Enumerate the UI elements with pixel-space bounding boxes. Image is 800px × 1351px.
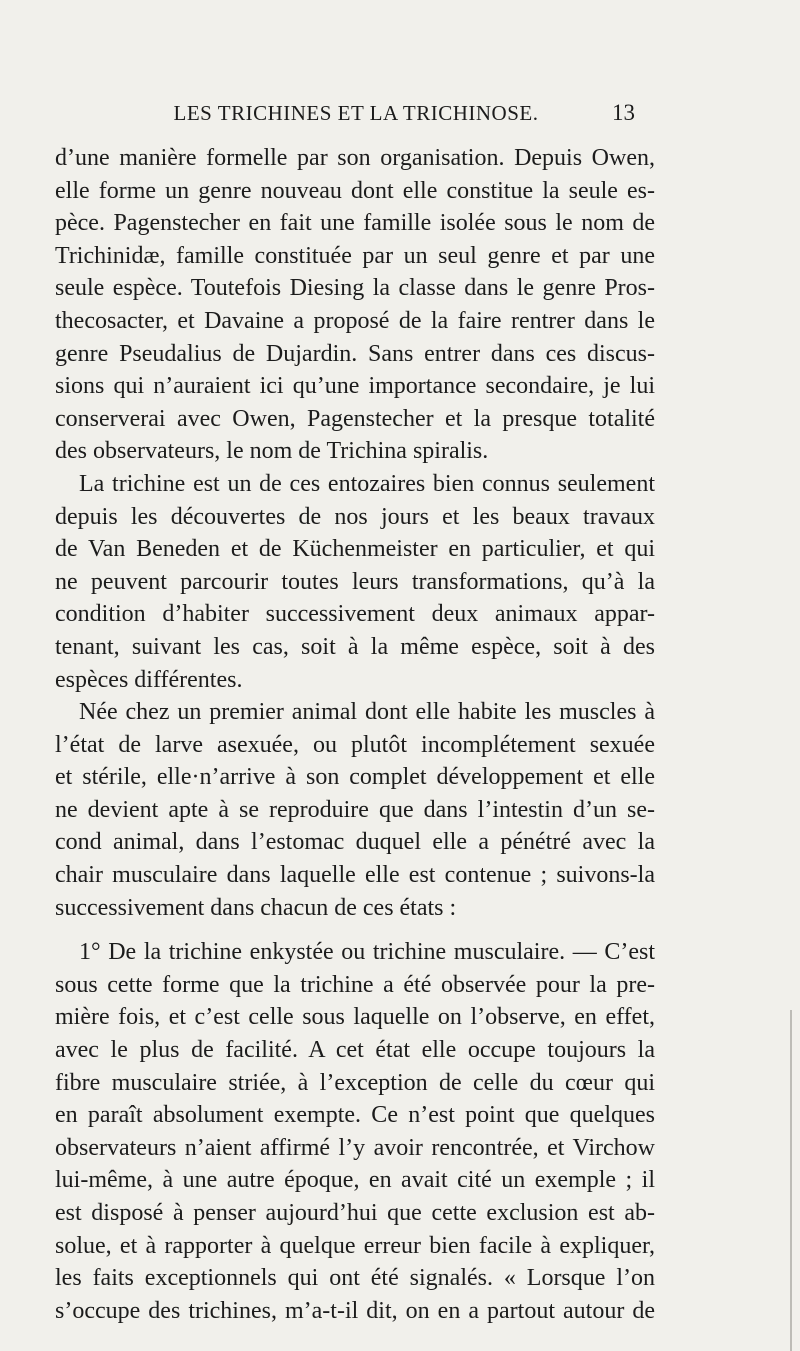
text-line: successivement dans chacun de ces états :	[55, 894, 457, 921]
running-header: LES TRICHINES ET LA TRICHINOSE.	[173, 101, 539, 125]
text-line: chair musculaire dans laquelle elle est contenue ; suivons-la	[55, 862, 655, 889]
text-line: mière fois, et c’est celle sous laquelle on l’observe, en effet,	[55, 1004, 655, 1031]
text-line: elle forme un genre nouveau dont elle constitue la seule es-	[55, 177, 655, 204]
text-line: thecosacter, et Davaine a proposé de la faire rentrer dans le	[55, 307, 655, 334]
text-line: 1° De la trichine enkystée ou trichine musculaire. — C’est	[79, 939, 655, 966]
text-line: d’une manière formelle par son organisation. Depuis Owen,	[55, 145, 655, 171]
text-line: genre Pseudalius de Dujardin. Sans entrer dans ces discus-	[55, 340, 655, 367]
text-line: de Van Beneden et de Küchenmeister en particulier, et qui	[55, 536, 655, 563]
text-line: est disposé à penser aujourd’hui que cette exclusion est ab-	[55, 1200, 655, 1226]
text-line: l’état de larve asexuée, ou plutôt incomplétement sexuée	[55, 731, 655, 758]
text-line: pèce. Pagenstecher en fait une famille isolée sous le nom de	[55, 210, 655, 237]
text-line: lui-même, à une autre époque, en avait cité un exemple ; il	[55, 1167, 655, 1194]
text-line: condition d’habiter successivement deux animaux appar-	[55, 601, 655, 628]
text-line: ne devient apte à se reproduire que dans l’intestin d’un se-	[55, 796, 655, 823]
text-line: espèces différentes.	[55, 666, 243, 693]
text-line: tenant, suivant les cas, soit à la même espèce, soit à des	[55, 633, 655, 660]
text-line: et stérile, elle·n’arrive à son complet développement et elle	[55, 764, 655, 791]
text-line: des observateurs, le nom de Trichina spiralis.	[55, 438, 489, 465]
text-line: observateurs n’aient affirmé l’y avoir rencontrée, et Virchow	[55, 1134, 655, 1161]
text-line: s’occupe des trichines, m’a-t-il dit, on en a partout autour de	[55, 1297, 655, 1324]
page-number: 13	[612, 100, 635, 125]
text-line: Née chez un premier animal dont elle habite les muscles à	[79, 699, 655, 726]
text-line: ne peuvent parcourir toutes leurs transformations, qu’à la	[55, 568, 655, 595]
text-line: solue, et à rapporter à quelque erreur bien facile à expliquer,	[55, 1232, 655, 1259]
body-text	[55, 142, 655, 1327]
text-line: cond animal, dans l’estomac duquel elle a pénétré avec la	[55, 829, 655, 856]
text-line: seule espèce. Toutefois Diesing la classe dans le genre Pros-	[55, 275, 655, 302]
page-edge-line	[790, 1010, 792, 1351]
text-line: depuis les découvertes de nos jours et les beaux travaux	[55, 503, 655, 530]
text-line: Trichinidæ, famille constituée par un seul genre et par une	[55, 242, 655, 269]
text-line: en paraît absolument exempte. Ce n’est point que quelques	[55, 1102, 655, 1129]
text-line: les faits exceptionnels qui ont été signalés. « Lorsque l’on	[55, 1265, 655, 1292]
text-line: sous cette forme que la trichine a été observée pour la pre-	[55, 971, 655, 998]
text-line: La trichine est un de ces entozaires bien connus seulement	[79, 470, 655, 497]
text-line: fibre musculaire striée, à l’exception de celle du cœur qui	[55, 1069, 655, 1096]
text-line: conserverai avec Owen, Pagenstecher et la presque totalité	[55, 405, 655, 432]
text-line: avec le plus de facilité. A cet état elle occupe toujours la	[55, 1037, 655, 1064]
text-line: sions qui n’auraient ici qu’une importance secondaire, je lui	[55, 373, 655, 400]
